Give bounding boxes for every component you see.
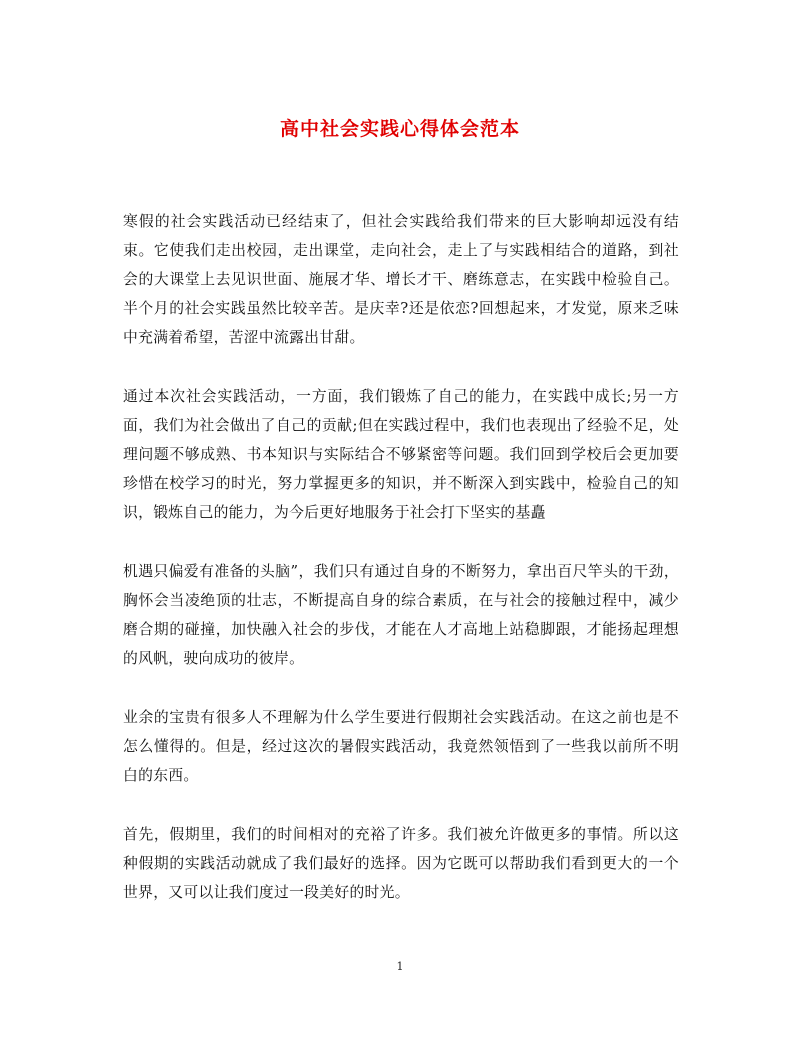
paragraph-2: 通过本次社会实践活动，一方面，我们锻炼了自己的能力，在实践中成长;另一方面，我们为社会做出了自己的贡献;但在实践过程中，我们也表现出了经验不足，处理问题不够成熟、书本知识与实际结合不够紧密等问题。我们回到学校后会更加要珍惜在校学习的时光，努力掌握更多的知识，并不断深入到实践中，检验自己的知识，锻炼自己的能力，为今后更好地服务于社会打下坚实的基矗 [123,388,679,521]
page-number: 1 [396,960,404,973]
document-title: 高中社会实践心得体会范本 [279,118,520,140]
paragraph-4: 业余的宝贵有很多人不理解为什么学生要进行假期社会实践活动。在这之前也是不怎么懂得的。但是，经过这次的暑假实践活动，我竟然领悟到了一些我以前所不明白的东西。 [123,709,679,784]
paragraph-5: 首先，假期里，我们的时间相对的充裕了许多。我们被允许做更多的事情。所以这种假期的实践活动就成了我们最好的选择。因为它既可以帮助我们看到更大的一个世界，又可以让我们度过一段美好的时光。 [123,826,679,901]
paragraph-1: 寒假的社会实践活动已经结束了，但社会实践给我们带来的巨大影响却远没有结束。它使我们走出校园，走出课堂，走向社会，走上了与实践相结合的道路，到社会的大课堂上去见识世面、施展才华、增长才干、磨练意志，在实践中检验自己。半个月的社会实践虽然比较辛苦。是庆幸?还是依恋?回想起来，才发觉，原来乏味中充满着希望，苦涩中流露出甘甜。 [123,213,679,346]
document-body [123,207,679,937]
paragraph-3: 机遇只偏爱有准备的头脑”，我们只有通过自身的不断努力，拿出百尺竿头的干劲，胸怀会当凌绝顶的壮志，不断提高自身的综合素质，在与社会的接触过程中，减少磨合期的碰撞，加快融入社会的步伐，才能在人才高地上站稳脚跟，才能扬起理想的风帆，驶向成功的彼岸。 [123,563,679,667]
